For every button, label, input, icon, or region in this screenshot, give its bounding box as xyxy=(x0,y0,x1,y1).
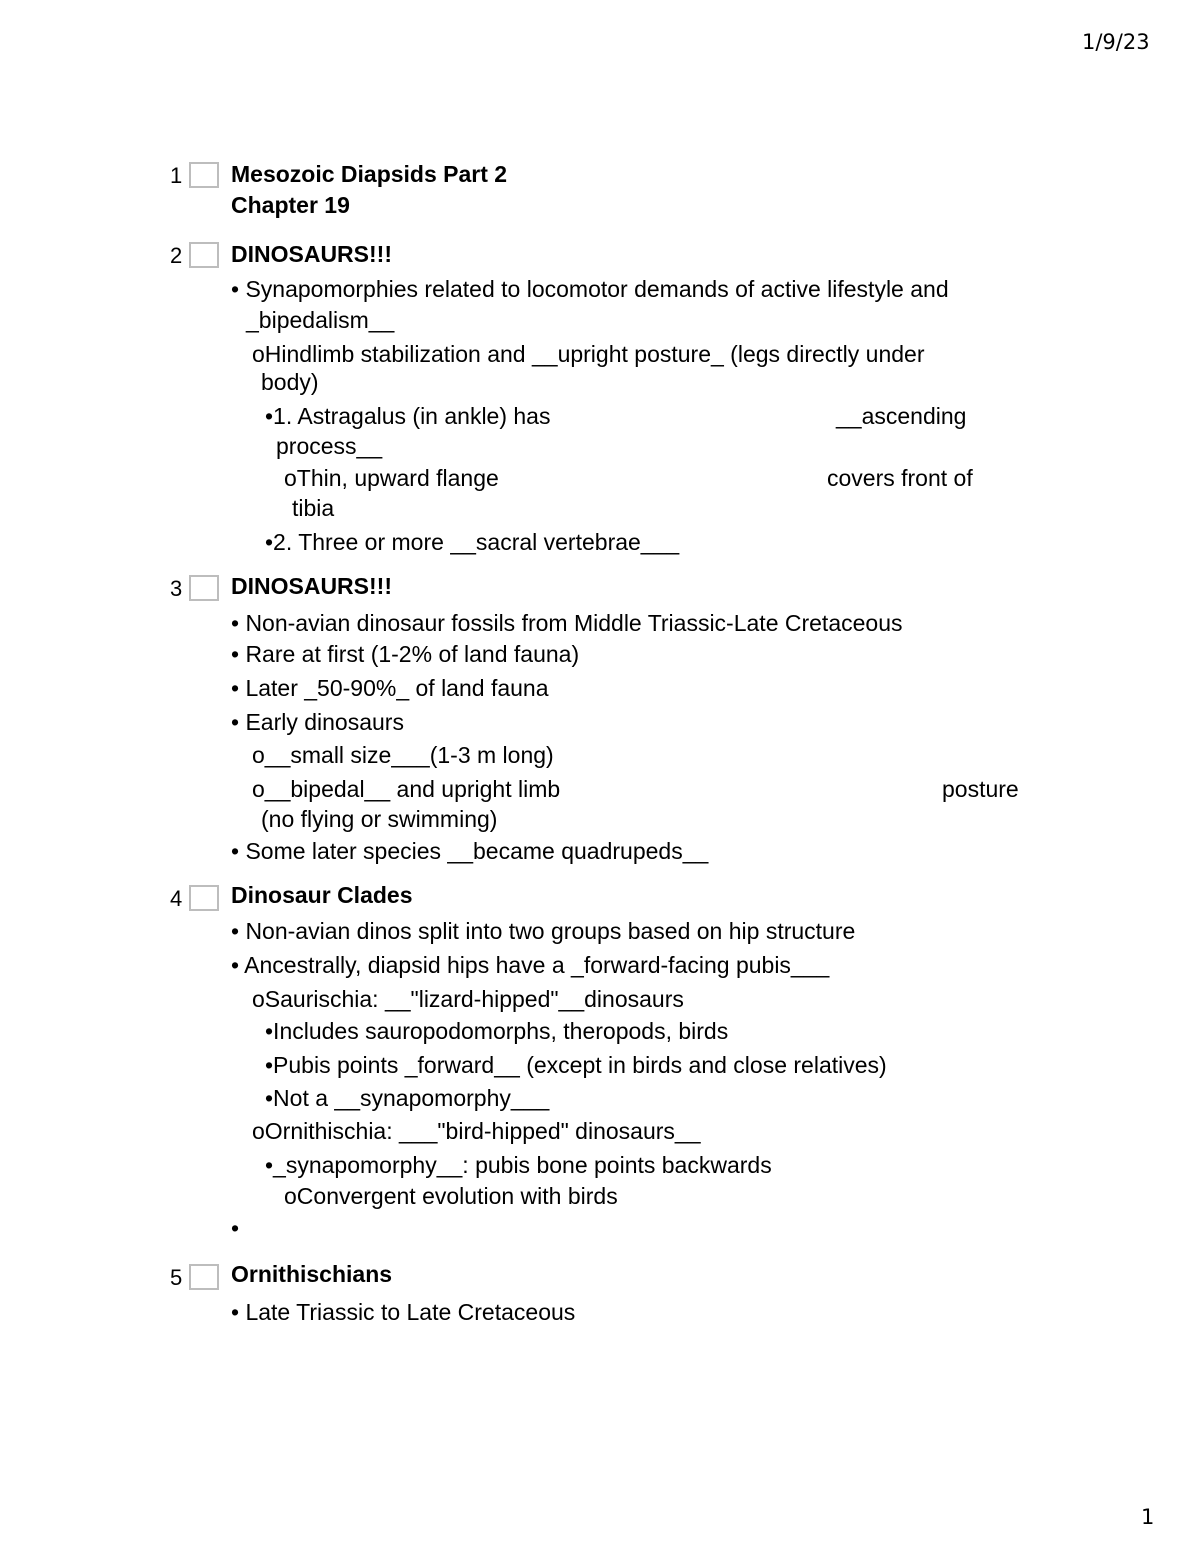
bullet-line: •Not a __synapomorphy___ xyxy=(265,1085,550,1111)
slide-thumbnail-box xyxy=(189,162,219,188)
bullet-line: _bipedalism__ xyxy=(246,307,395,333)
bullet-line: posture xyxy=(942,776,1019,802)
bullet-line: oConvergent evolution with birds xyxy=(284,1183,618,1209)
bullet-line: • Non-avian dinos split into two groups based on hip structure xyxy=(231,918,856,944)
slide-number: 3 xyxy=(170,576,183,601)
bullet-line: • Ancestrally, diapsid hips have a _forward-facing pubis___ xyxy=(231,952,830,978)
bullet-line: •Includes sauropodomorphs, theropods, birds xyxy=(265,1018,729,1044)
bullet-line: oSaurischia: __"lizard-hipped"__dinosaurs xyxy=(252,986,684,1012)
bullet-line: •2. Three or more __sacral vertebrae___ xyxy=(265,529,680,555)
slide-thumbnail-box xyxy=(189,885,219,911)
bullet-line: • Rare at first (1-2% of land fauna) xyxy=(231,641,580,667)
bullet-line: • Synapomorphies related to locomotor demands of active lifestyle and xyxy=(231,276,949,302)
bullet-line: o__bipedal__ and upright limb xyxy=(252,776,561,802)
slide-title: DINOSAURS!!! xyxy=(231,241,392,267)
slide-title: Dinosaur Clades xyxy=(231,882,413,908)
bullet-line: process__ xyxy=(276,433,383,459)
bullet-line: • Later _50-90%_ of land fauna xyxy=(231,675,549,701)
bullet-line: •_synapomorphy__: pubis bone points backwards xyxy=(265,1152,772,1178)
bullet-line: • Late Triassic to Late Cretaceous xyxy=(231,1299,576,1325)
slide-number: 1 xyxy=(170,163,183,188)
bullet-line: __ascending xyxy=(836,403,967,429)
bullet-line: • xyxy=(231,1215,240,1241)
bullet-line: •1. Astragalus (in ankle) has xyxy=(265,403,551,429)
slide-thumbnail-box xyxy=(189,575,219,601)
bullet-line: •Pubis points _forward__ (except in birds and close relatives) xyxy=(265,1052,887,1078)
slide-number: 5 xyxy=(170,1265,183,1290)
slide-thumbnail-box xyxy=(189,242,219,268)
bullet-line: • Some later species __became quadrupeds__ xyxy=(231,838,709,864)
slide-title: DINOSAURS!!! xyxy=(231,573,392,599)
bullet-line: o__small size___(1-3 m long) xyxy=(252,742,554,768)
bullet-line: (no flying or swimming) xyxy=(261,806,498,832)
bullet-line: oThin, upward flange xyxy=(284,465,499,491)
slide-title: Mesozoic Diapsids Part 2 xyxy=(231,161,508,187)
bullet-line: • Non-avian dinosaur fossils from Middle Triassic-Late Cretaceous xyxy=(231,610,903,636)
bullet-line: body) xyxy=(261,369,319,395)
slide-title: Ornithischians xyxy=(231,1261,393,1287)
bullet-line: oOrnithischia: ___"bird-hipped" dinosaurs__ xyxy=(252,1118,701,1144)
slide-number: 2 xyxy=(170,243,183,268)
page-number: 1 xyxy=(1141,1505,1155,1529)
slide-subtitle: Chapter 19 xyxy=(231,192,350,218)
bullet-line: tibia xyxy=(292,495,335,521)
bullet-line: • Early dinosaurs xyxy=(231,709,404,735)
slide-number: 4 xyxy=(170,886,183,911)
bullet-line: oHindlimb stabilization and __upright posture_ (legs directly under xyxy=(252,341,925,367)
bullet-line: covers front of xyxy=(827,465,973,491)
page-date: 1/9/23 xyxy=(1082,30,1150,54)
slide-thumbnail-box xyxy=(189,1264,219,1290)
